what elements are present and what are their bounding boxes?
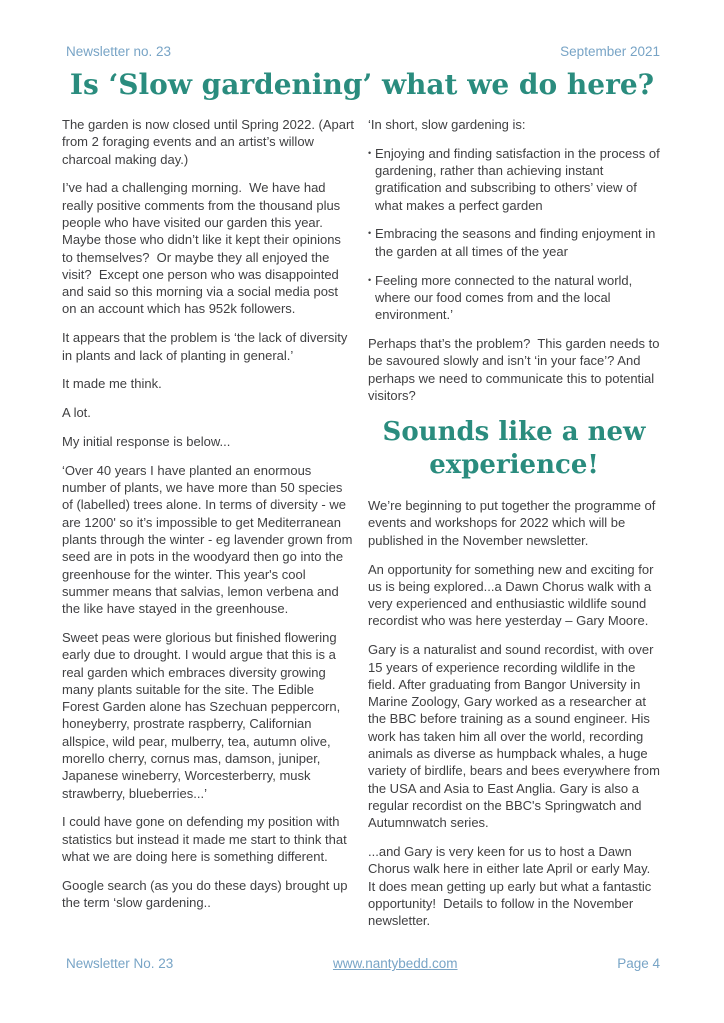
paragraph: An opportunity for something new and exciting for us is being explored...a Dawn Chorus walk with a very experienced and enthusiastic wildlife sound recordist who was here yesterday – Gary Moore. xyxy=(368,561,658,629)
left-column xyxy=(62,116,358,941)
paragraph: Gary is a naturalist and sound recordist, with over 15 years of experience recording wildlife in the field. After graduating from Bangor University in Marine Zoology, Gary worked as a researcher at the BBC before training as a sound engineer. His work has taken him all over the world, recording animals as diverse as humpback whales, a huge variety of birdlife, bears and bees everywhere from the USA and Asia to East Anglia. Gary is also a regular recordist on the BBC's Springwatch and Autumnwatch series. xyxy=(368,642,664,831)
paragraph: It appears that the problem is ‘the lack of diversity in plants and lack of planting in general.’ xyxy=(62,330,352,363)
bullet-text: Embracing the seasons and finding enjoyment in the garden at all times of the year xyxy=(375,226,660,259)
bullet-item xyxy=(368,225,660,260)
page-title: Is ‘Slow gardening’ what we do here? xyxy=(69,68,655,101)
paragraph: ...and Gary is very keen for us to host a Dawn Chorus walk here in either late April or early May. It does mean getting up early but what a fantastic opportunity! Details to follow in the November newsletter. xyxy=(368,844,655,929)
bullet-marker: • xyxy=(368,147,372,158)
paragraph: A lot. xyxy=(62,405,91,421)
paragraph: I’ve had a challenging morning. We have had really positive comments from the thousand plus people who have visited our garden this year. Maybe those who didn’t like it kept their opinions to themselves? Or maybe they all enjoyed the visit? Except one person who was disappointed and said so this morning via a social media post on an account which has 952k followers. xyxy=(62,180,345,317)
page-footer xyxy=(0,956,724,971)
two-column-layout xyxy=(0,116,724,941)
header-newsletter-number: Newsletter no. 23 xyxy=(66,44,172,59)
section-heading: Sounds like a new experience! xyxy=(382,417,646,481)
header-date: September 2021 xyxy=(560,44,660,59)
paragraph: We’re beginning to put together the programme of events and workshops for 2022 which will be published in the November newsletter. xyxy=(368,498,660,548)
footer-page-number: Page 4 xyxy=(617,956,660,971)
paragraph: Google search (as you do these days) brought up the term ‘slow gardening.. xyxy=(62,877,352,911)
bullet-text: Feeling more connected to the natural world, where our food comes from and the local environment.’ xyxy=(375,272,636,323)
paragraph: I could have gone on defending my position with statistics but instead it made me start to think that what we are doing here is something different. xyxy=(62,814,351,864)
right-column xyxy=(368,116,664,941)
bullet-marker: • xyxy=(368,274,372,285)
paragraph: The garden is now closed until Spring 2022. (Apart from 2 foraging events and an artist’s willow charcoal making day.) xyxy=(62,117,358,167)
paragraph: Perhaps that’s the problem? This garden needs to be savoured slowly and isn’t ‘in your face’? And perhaps we need to communicate this to potential visitors? xyxy=(368,335,664,403)
page-header xyxy=(0,0,724,59)
paragraph: ‘In short, slow gardening is: xyxy=(368,117,526,132)
footer-newsletter-number: Newsletter No. 23 xyxy=(66,956,174,971)
bullet-item xyxy=(368,145,664,214)
bullet-marker: • xyxy=(368,228,372,239)
paragraph: It made me think. xyxy=(62,376,162,392)
paragraph: ‘Over 40 years I have planted an enormous number of plants, we have more than 50 species of (labelled) trees alone. In terms of diversity - we are 1200' so it’s impossible to get Mediterranean plants through the winter - eg lavender grown from seed are in pots in the woodyard then go into the greenhouse for the winter. This year's cool summer means that salvias, lemon verbena and the like have stayed in the greenhouse. xyxy=(62,462,357,617)
website-link[interactable]: www.nantybedd.com xyxy=(332,956,458,971)
paragraph: Sweet peas were glorious but finished flowering early due to drought. I would argue that this is a real garden which embraces diversity growing many plants suitable for the site. The Edible Forest Garden alone has Szechuan peppercorn, honeyberry, prostrate raspberry, Californian allspice, wild pear, mulberry, tea, autumn olive, morello cherry, cornus mas, damson, juniper, Japanese wineberry, Worcesterberry, musk strawberry, blueberries...’ xyxy=(62,629,344,801)
bullet-item xyxy=(368,272,660,324)
paragraph: My initial response is below... xyxy=(62,433,231,449)
bullet-text: Enjoying and finding satisfaction in the process of gardening, rather than achieving instant gratification and subscribing to others’ view of what makes a perfect garden xyxy=(375,145,664,213)
